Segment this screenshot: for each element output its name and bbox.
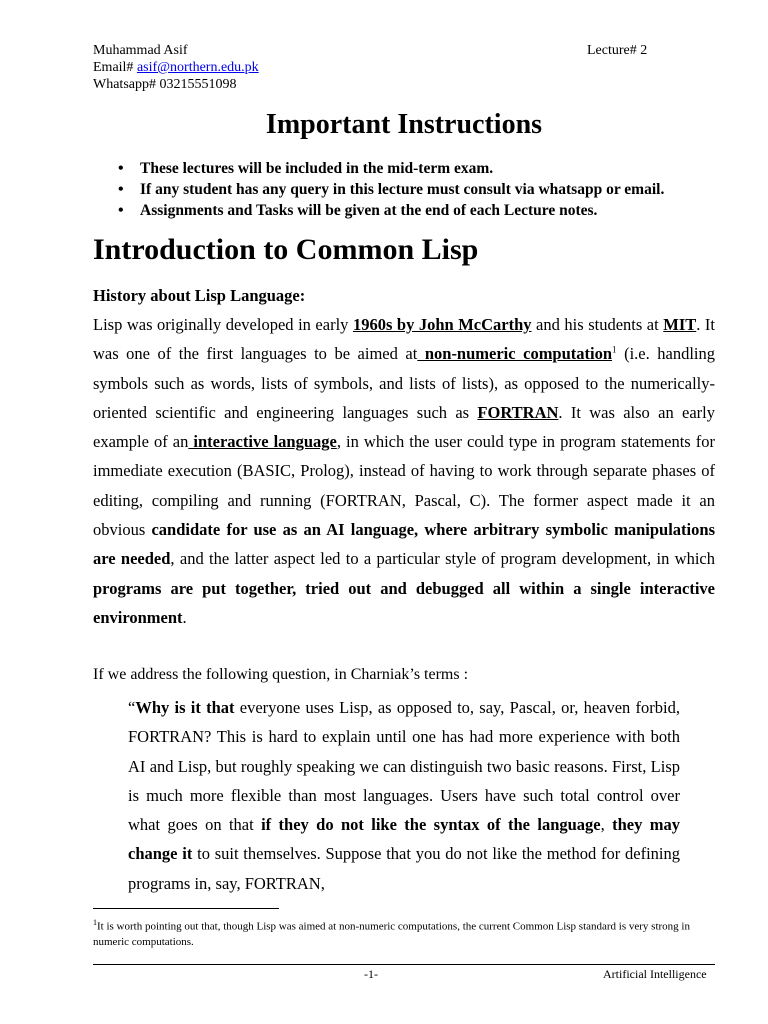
emphasis-text: programs are put together, tried out and debugged all within a single interactive environment: [93, 578, 715, 627]
text-run: ,: [600, 815, 613, 835]
email-line: [93, 60, 259, 76]
course-name: Artificial Intelligence: [603, 967, 707, 981]
section-title: Introduction to Common Lisp: [93, 233, 479, 266]
text-run: and his students at: [531, 315, 664, 334]
text-run: Lisp was originally developed in early: [93, 315, 353, 334]
list-item: • If any student has any query in this lecture must consult via whatsapp or email.: [112, 179, 664, 200]
footnote-mark: 1: [93, 918, 97, 927]
emphasis-text: 1960s by John McCarthy: [352, 315, 532, 334]
quote-mark: “: [128, 698, 136, 717]
author-name: Muhammad Asif: [93, 43, 188, 58]
page-number: -1-: [364, 967, 378, 981]
footnote: [93, 915, 715, 950]
lecture-number: Lecture# 2: [587, 43, 648, 58]
text-run: (i.e. handling symbols such as words, lists of symbols, and lists of lists), as opposed to the numerically-oriented scientific and engineering languages such as: [93, 344, 715, 422]
emphasis-text: if they do not like the syntax of the language: [261, 815, 601, 835]
footnote-text: It is worth pointing out that, though Lisp was aimed at non-numeric computations, the current Common Lisp standard is very strong in numeric computations.: [93, 920, 690, 948]
text-run: to suit themselves. Suppose that you do not like the method for defining programs in, say, FORTRAN,: [128, 844, 680, 893]
email-label: Email#: [93, 60, 137, 75]
instructions-list: [112, 158, 664, 221]
text-run: . It was also an early example of an: [93, 402, 715, 452]
emphasis-text: Why is it that: [135, 698, 235, 717]
text-run: everyone uses Lisp, as opposed to, say, Pascal, or, heaven forbid, FORTRAN? This is hard to explain until one has had more experience with both AI and Lisp, but roughly speaking we can distinguish two basic reasons. First, Lisp is much more flexible than most languages. Users have such total control over what goes on that: [128, 698, 680, 835]
list-item: • Assignments and Tasks will be given at the end of each Lecture notes.: [112, 200, 664, 221]
text-run: , in which the user could type in program statements for immediate execution (BASIC, Prolog), instead of having to work through separate phases of editing, compiling and running (FORTRAN, Pascal, C). The former aspect made it an obvious: [93, 432, 715, 540]
emphasis-text: MIT: [663, 315, 697, 334]
emphasis-text: FORTRAN: [477, 402, 559, 422]
text-run: . It was one of the first languages to be aimed at: [93, 315, 715, 364]
text-run: , and the latter aspect led to a particular style of program development, in which: [170, 549, 715, 569]
emphasis-text: candidate for use as an AI language, where arbitrary symbolic manipulations are needed: [93, 520, 715, 569]
history-paragraph: [93, 310, 715, 632]
question-line: If we address the following question, in Charniak’s terms :: [93, 666, 469, 683]
footnote-ref: 1: [612, 344, 617, 355]
footnote-divider: [93, 908, 279, 909]
footer-divider: [93, 964, 715, 965]
emphasis-text: they may change it: [128, 815, 680, 864]
instructions-title: Important Instructions: [265, 109, 543, 140]
charniak-quote: [128, 693, 680, 898]
text-run: .: [182, 607, 187, 627]
emphasis-text: interactive language: [188, 432, 337, 452]
section-subtitle: History about Lisp Language:: [93, 286, 306, 305]
list-item: • These lectures will be included in the mid-term exam.: [112, 158, 664, 179]
email-link[interactable]: asif@northern.edu.pk: [136, 60, 259, 75]
emphasis-text: non-numeric computation: [417, 344, 613, 364]
whatsapp-line: Whatsapp# 03215551098: [93, 77, 237, 92]
